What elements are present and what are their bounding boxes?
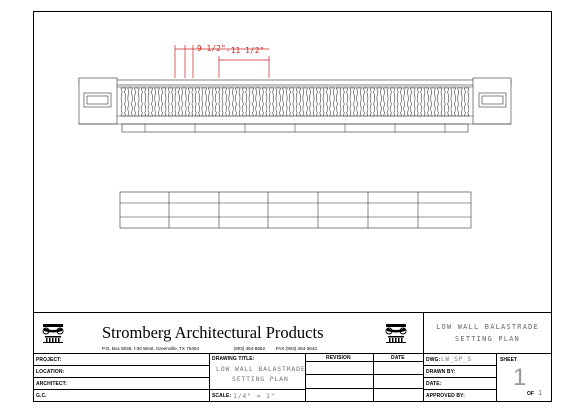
baluster	[256, 88, 261, 116]
gc-label: G.C.	[36, 393, 47, 399]
baluster	[383, 88, 388, 116]
baluster	[208, 88, 213, 116]
project-info-column	[34, 354, 210, 402]
drawing-sheet	[33, 11, 552, 402]
company-address	[102, 346, 317, 351]
baluster	[195, 88, 200, 116]
location-label: LOCATION:	[36, 369, 65, 375]
baluster	[134, 88, 139, 116]
baluster	[390, 88, 395, 116]
baluster	[330, 88, 335, 116]
baluster	[249, 88, 254, 116]
architect-row	[34, 378, 209, 390]
ionic-capital-icon	[42, 323, 64, 343]
approved-by-row	[424, 390, 496, 402]
baluster	[323, 88, 328, 116]
baluster	[188, 88, 193, 116]
drawing-area	[34, 12, 551, 312]
of-value: 1	[538, 389, 544, 397]
baluster	[431, 88, 436, 116]
balusters	[121, 88, 469, 116]
title-box-line1: LOW WALL BALASTRADE	[436, 323, 539, 331]
baluster	[182, 88, 187, 116]
company-header	[34, 313, 424, 354]
baluster	[357, 88, 362, 116]
sheet-number: 1	[513, 364, 527, 391]
dwg-info-column	[424, 354, 497, 402]
baluster	[336, 88, 341, 116]
dwg-value: LW_SP_S	[441, 356, 472, 363]
baluster	[175, 88, 180, 116]
baluster	[276, 88, 281, 116]
title-block	[34, 312, 551, 402]
drawing-title-line1: LOW WALL BALASTRADE	[216, 365, 306, 373]
scale-label: SCALE:	[212, 393, 232, 399]
architect-label: ARCHITECT:	[36, 381, 67, 387]
date-line-2	[374, 388, 423, 389]
sheet-label: SHEET	[500, 357, 518, 363]
title-box-line2: SETTING PLAN	[455, 335, 520, 343]
baluster	[242, 88, 247, 116]
location-row	[34, 366, 209, 378]
drawing-title-column	[210, 354, 306, 402]
dwg-label: DWG:	[426, 357, 441, 363]
baluster	[464, 88, 469, 116]
revision-line-2	[306, 388, 373, 389]
baluster	[283, 88, 288, 116]
revision-column	[306, 354, 374, 402]
baluster	[417, 88, 422, 116]
baluster	[148, 88, 153, 116]
balustrade-elevation	[79, 78, 511, 132]
drawing-title-label: DRAWING TITLE:	[212, 356, 255, 362]
baluster	[397, 88, 402, 116]
revision-line-1	[306, 374, 373, 375]
baluster	[424, 88, 429, 116]
baluster	[168, 88, 173, 116]
plan-joints	[169, 192, 418, 228]
baluster	[202, 88, 207, 116]
baluster	[155, 88, 160, 116]
company-name: Stromberg Architectural Products	[102, 323, 324, 342]
setting-plan-view	[120, 192, 471, 228]
date-label: DATE:	[426, 381, 442, 387]
date-column	[374, 354, 424, 402]
project-row	[34, 354, 209, 366]
baluster	[289, 88, 294, 116]
date-line-1	[374, 374, 423, 375]
baluster	[269, 88, 274, 116]
baluster	[121, 88, 126, 116]
baluster	[363, 88, 368, 116]
balustrade-drawing	[34, 12, 551, 312]
company-fax: FAX (903) 454-3642	[275, 346, 317, 351]
baluster	[215, 88, 220, 116]
baluster	[235, 88, 240, 116]
date-column-label: DATE	[391, 355, 405, 361]
dwg-row	[424, 354, 496, 366]
baluster	[370, 88, 375, 116]
baluster	[262, 88, 267, 116]
title-box	[424, 313, 551, 354]
drawing-title-line2: SETTING PLAN	[232, 375, 289, 383]
approved-by-label: APPROVED BY:	[426, 393, 465, 399]
date-row	[424, 378, 496, 390]
baluster	[350, 88, 355, 116]
scale-cell	[210, 390, 305, 402]
baluster	[377, 88, 382, 116]
dimension-label-left: 9 1/2"	[197, 44, 226, 53]
baluster	[316, 88, 321, 116]
revision-header	[306, 354, 373, 362]
company-address-line: P.O. Box 8036, I-30 West, Greenville, TX 75404	[102, 346, 200, 351]
drawn-by-label: DRAWN BY:	[426, 369, 456, 375]
drawn-by-row	[424, 366, 496, 378]
baluster	[229, 88, 234, 116]
baluster	[303, 88, 308, 116]
baluster	[222, 88, 227, 116]
baluster	[404, 88, 409, 116]
gc-row	[34, 390, 209, 402]
baluster	[161, 88, 166, 116]
baluster	[444, 88, 449, 116]
date-header	[374, 354, 423, 362]
project-label: PROJECT:	[36, 357, 62, 363]
baluster	[458, 88, 463, 116]
baluster	[451, 88, 456, 116]
drawing-title-cell	[210, 354, 305, 390]
baluster	[343, 88, 348, 116]
baluster	[128, 88, 133, 116]
baluster	[296, 88, 301, 116]
baluster	[309, 88, 314, 116]
revision-label: REVISION	[326, 355, 351, 361]
dimension-label-right: -11 1/2"	[226, 46, 265, 55]
scale-value: 1/4" = 1"	[233, 392, 276, 400]
of-label: OF	[527, 391, 535, 397]
sheet-column	[497, 354, 551, 402]
ionic-capital-icon-right	[385, 323, 407, 343]
baluster	[141, 88, 146, 116]
company-phone: (903) 454-8682	[233, 346, 266, 351]
baluster	[410, 88, 415, 116]
plinth-joints	[145, 124, 445, 132]
baluster	[437, 88, 442, 116]
